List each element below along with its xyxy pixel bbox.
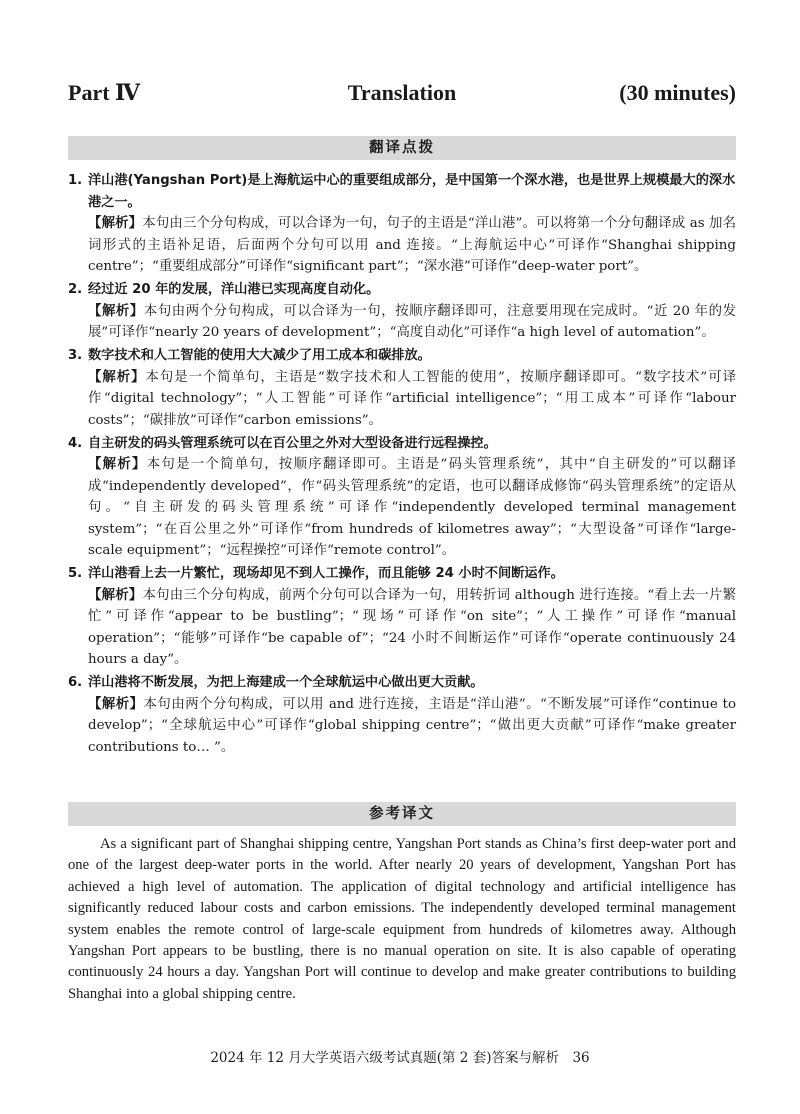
page-footer: 2024 年 12 月大学英语六级考试真题(第 2 套)答案与解析 36 xyxy=(210,1050,590,1066)
tip-item-1 xyxy=(68,170,736,278)
analysis-text: 本句是一个简单句，主语是“数字技术和人工智能的使用”，按顺序翻译即可。“数字技术”可译作“digital technology”；“人工智能”可译作“artificial intelligence”；“用工成本”可译作“labour costs”；“碳排放”可译作“carbon emissions”。 xyxy=(88,369,736,428)
analysis-tag: 【解析】 xyxy=(88,587,143,603)
time-limit: (30 minutes) xyxy=(619,80,736,105)
tip-number: 5. xyxy=(68,566,83,581)
tip-question-text: 自主研发的码头管理系统可以在百公里之外对大型设备进行远程操控。 xyxy=(88,435,497,451)
section-bar-tips: 翻译点拨 xyxy=(68,136,736,160)
tip-question-text: 数字技术和人工智能的使用大大减少了用工成本和碳排放。 xyxy=(88,348,431,363)
tip-item-4 xyxy=(68,433,736,562)
part-header xyxy=(68,80,736,114)
analysis-tag: 【解析】 xyxy=(88,303,144,319)
tip-analysis xyxy=(68,694,736,759)
tip-analysis xyxy=(68,213,736,278)
tip-number: 1. xyxy=(68,173,83,188)
tip-item-6 xyxy=(68,672,736,758)
analysis-tag: 【解析】 xyxy=(88,216,143,231)
translation-tips-list xyxy=(68,170,736,760)
tip-number: 6. xyxy=(68,675,83,690)
tip-item-5 xyxy=(68,563,736,671)
analysis-tag: 【解析】 xyxy=(88,369,146,385)
tip-analysis xyxy=(68,301,736,344)
tip-question xyxy=(68,345,736,367)
analysis-text: 本句由三个分句构成，可以合译为一句，句子的主语是“洋山港”。可以将第一个分句翻译成 as 加名词形式的主语补足语，后面两个分句可以用 and 连接。“上海航运中心”可译作“Shanghai shipping centre”；“重要组成部分”可译作“significant part”；“深水港”可译作“deep-water port”。 xyxy=(88,216,737,274)
tip-analysis xyxy=(68,367,736,432)
tip-question xyxy=(68,279,736,301)
analysis-tag: 【解析】 xyxy=(88,696,144,712)
reference-translation: As a significant part of Shanghai shipping centre, Yangshan Port stands as China’s first deep-water port and one of the largest deep-water ports in the world. After nearly 20 years of development, Yangshan Port has achieved a high level of automation. The application of digital technology and artificial intelligence has significantly reduced labour costs and carbon emissions. The independently developed terminal management system enables the remote control of large-scale equipment from hundreds of kilometres away. Although Yangshan Port appears to be bustling, there is no manual operation on site. It is also capable of operating continuously 24 hours a day. Yangshan Port will continue to develop and make greater contributions to building Shanghai into a global shipping centre. xyxy=(68,836,736,1002)
tip-item-2 xyxy=(68,279,736,344)
analysis-text: 本句由两个分句构成，可以用 and 进行连接，主语是“洋山港”。“不断发展”可译作“continue to develop”；“全球航运中心”可译作“global shipping centre”；“做出更大贡献”可译作“make greater contributions to… ”。 xyxy=(88,696,737,755)
tip-question-text: 洋山港看上去一片繁忙，现场却见不到人工操作，而且能够 24 小时不间断运作。 xyxy=(88,566,564,581)
analysis-text: 本句由三个分句构成，前两个分句可以合译为一句，用转折词 although 进行连接。“看上去一片繁忙”可译作“appear to be bustling”；“现场”可译作“on site”；“人工操作”可译作“manual operation”；“能够”可译作“be capable of”；“24 小时不间断运作”可译作“operate continuously 24 hours a day”。 xyxy=(88,587,736,667)
tip-question xyxy=(68,672,736,694)
analysis-text: 本句由两个分句构成，可以合译为一句，按顺序翻译即可，注意要用现在完成时。“近 20 年的发展”可译作“nearly 20 years of development”；“高度自动化”可译作“a high level of automation”。 xyxy=(88,303,736,340)
tip-analysis xyxy=(68,454,736,562)
tip-question-text: 经过近 20 年的发展，洋山港已实现高度自动化。 xyxy=(88,282,380,297)
tip-question-text: 洋山港将不断发展，为把上海建成一个全球航运中心做出更大贡献。 xyxy=(88,675,484,690)
part-title: Translation xyxy=(347,80,457,105)
tip-number: 2. xyxy=(68,282,83,297)
tip-item-3 xyxy=(68,345,736,431)
section-bar-reference: 参考译文 xyxy=(68,802,736,826)
tip-number: 3. xyxy=(68,348,83,363)
part-number: Part Ⅳ xyxy=(68,80,140,105)
tip-question xyxy=(68,563,736,585)
tip-question xyxy=(68,433,736,455)
analysis-tag: 【解析】 xyxy=(88,457,147,472)
tip-number: 4. xyxy=(68,435,83,451)
tip-question xyxy=(68,170,736,213)
tip-analysis xyxy=(68,585,736,671)
tip-question-text: 洋山港(Yangshan Port)是上海航运中心的重要组成部分，是中国第一个深水港，也是世界上规模最大的深水港之一。 xyxy=(88,173,736,210)
analysis-text: 本句是一个简单句，按顺序翻译即可。主语是“码头管理系统”，其中“自主研发的”可以翻译成“independently developed”，作“码头管理系统”的定语，也可以翻译成修饰“码头管理系统”的定语从句。“自主研发的码头管理系统”可译作“independently developed terminal management system”；“在百公里之外”可译作“from hundreds of kilometres away”；“大型设备”可译作“large-scale equipment”；“远程操控”可译作“remote control”。 xyxy=(88,457,737,558)
